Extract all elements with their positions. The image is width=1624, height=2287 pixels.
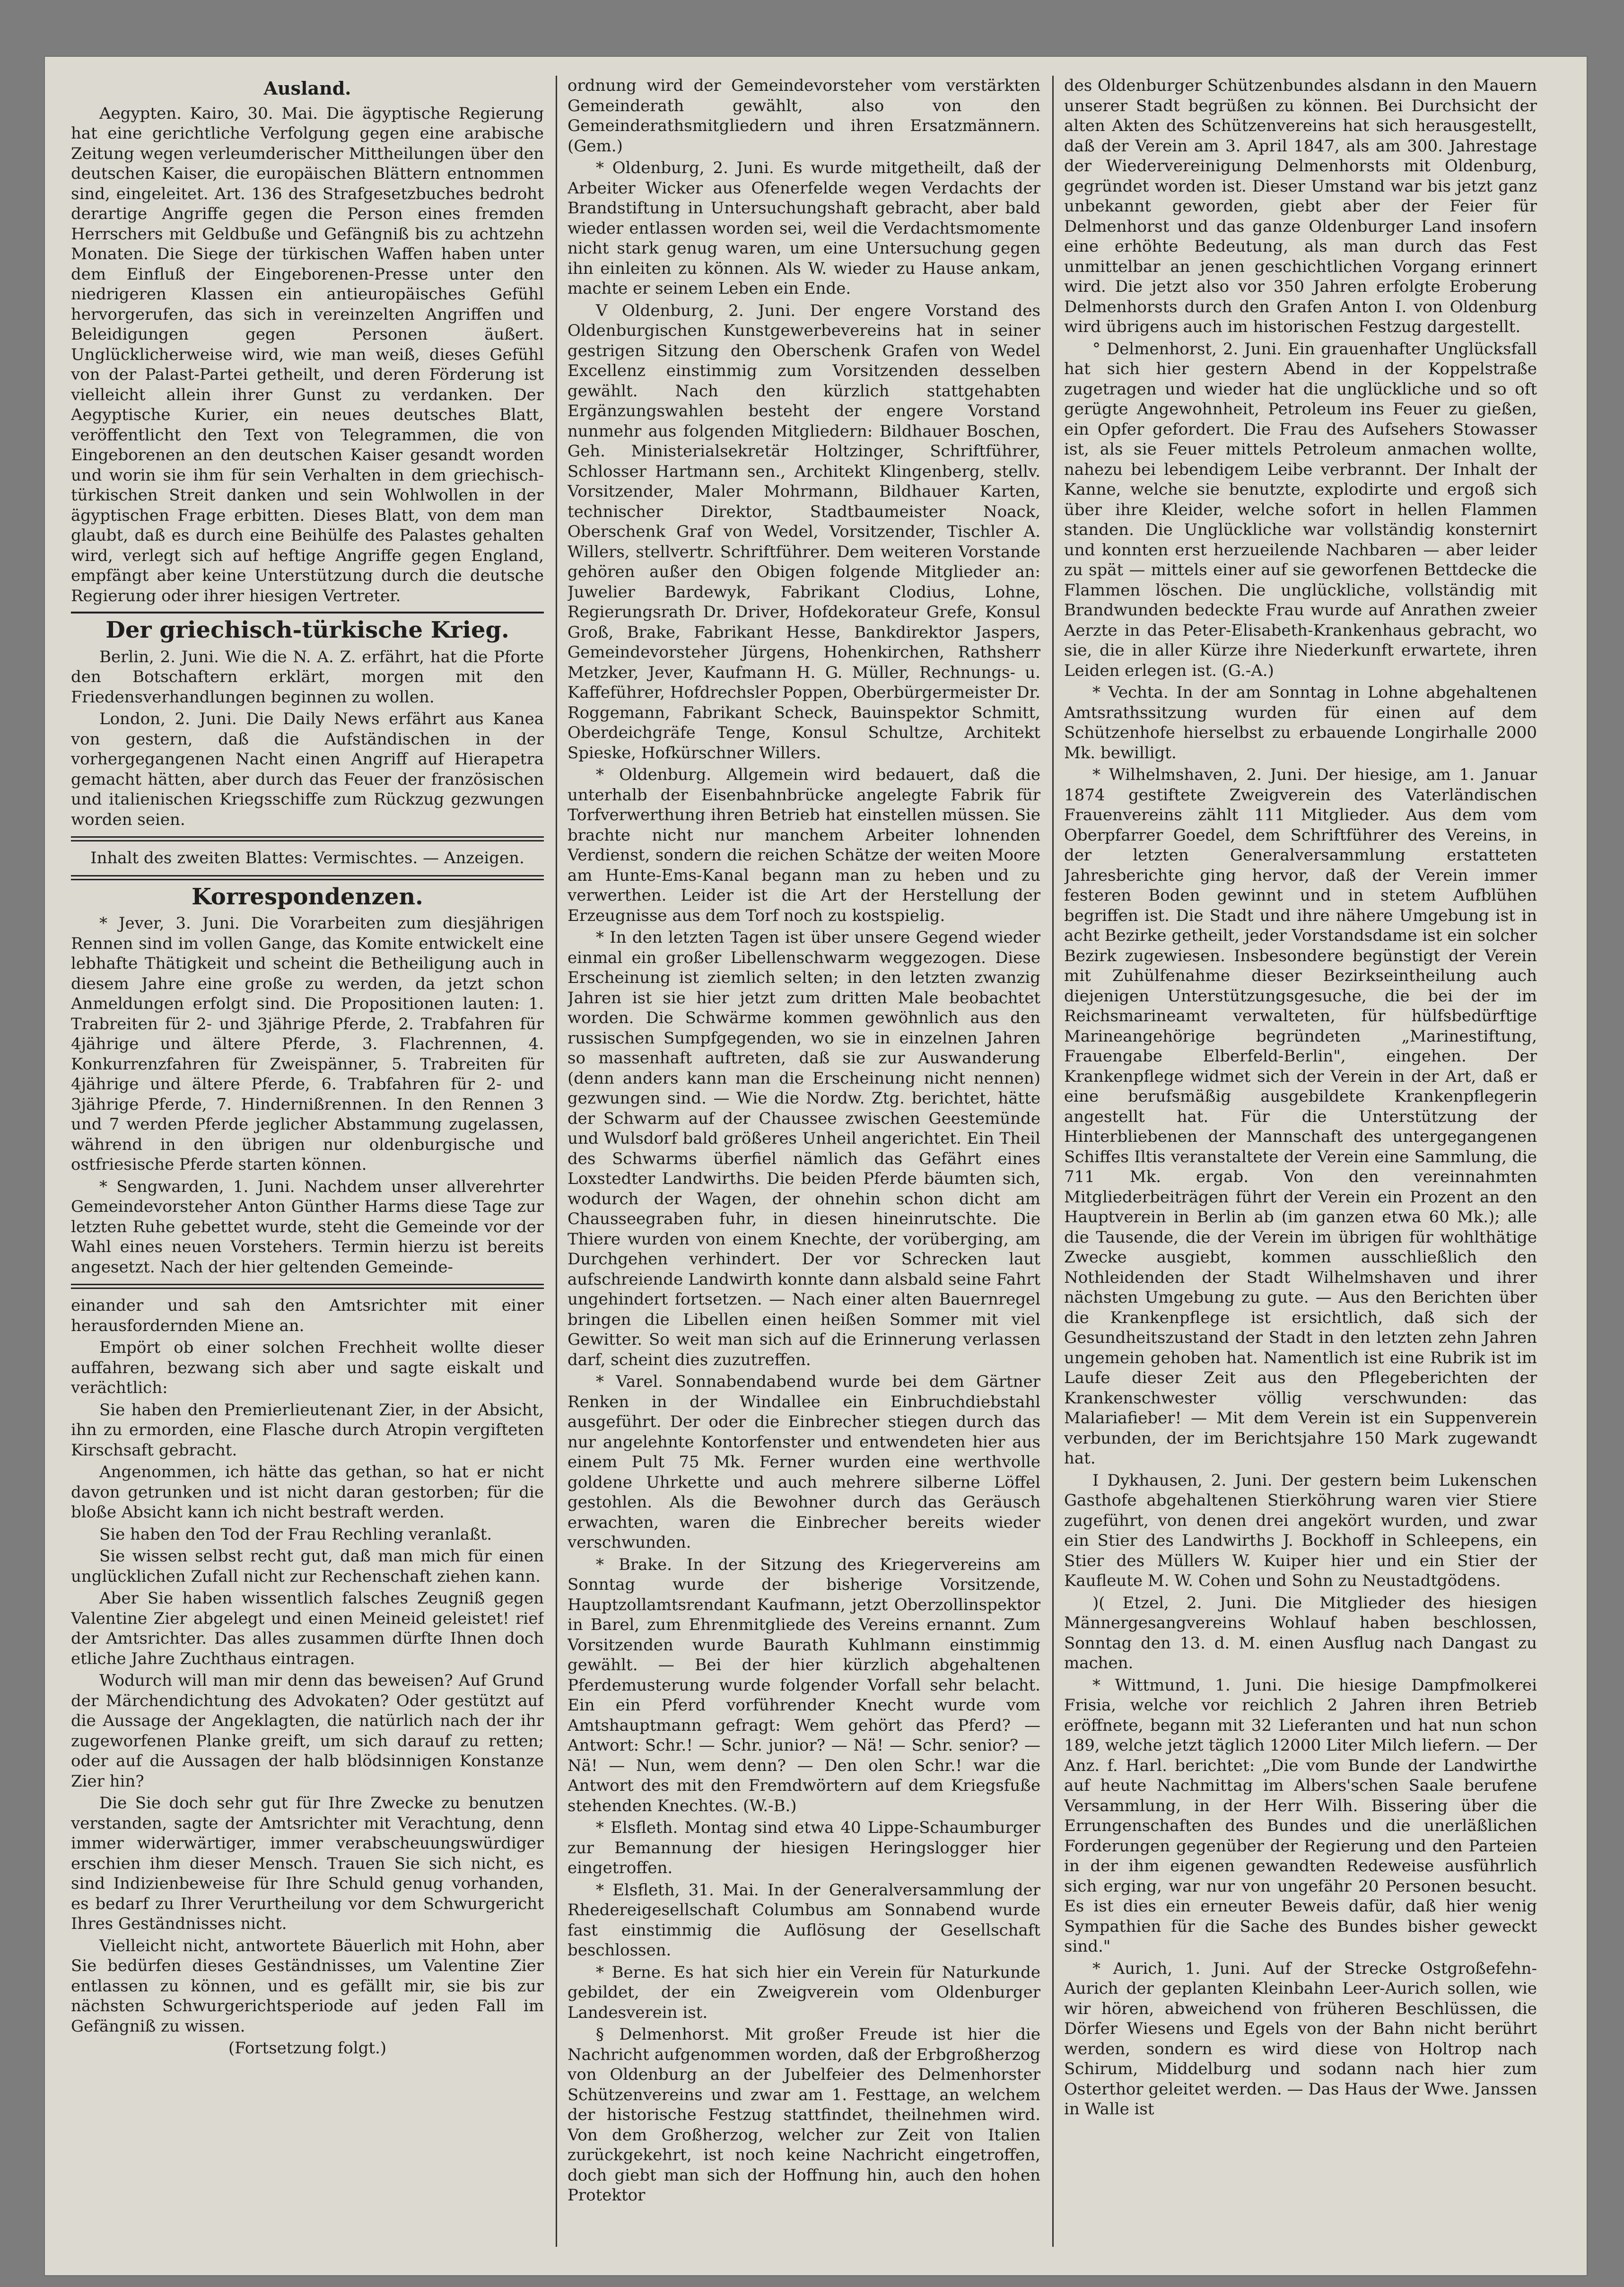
article-brake: * Brake. In der Sitzung des Kriegervereins am Sonntag wurde der bisherige Vorsitzende, Hauptzollamtsrendant Kaufmann, jetzt Oberzollinspektor in Barel, zum Ehrenmitgliede des Vereins ernannt. Zum Vorsitzenden wurde Baurath Kuhlmann einstimmig gewählt. — Bei der hier kürzlich abgehaltenen Pferdemusterung wurde folgender Vorfall sehr belacht. Ein ein Pferd vorführender Knecht wurde vom Amtshauptmann gefragt: Wem gehört das Pferd? — Antwort: Schr.! — Schr. junior? — Nä! — Schr. senior? — Nä! — Nun, wem denn? — Den olen Schr.! war die Antwort des mit den Fremdwörtern auf dem Kriegsfuße stehenden Knechtes. (W.-B.) xyxy=(568,1555,1040,1815)
column-2 xyxy=(568,76,1040,2247)
continuation-note: (Fortsetzung folgt.) xyxy=(228,2039,387,2058)
article-london: London, 2. Juni. Die Daily News erfährt aus Kanea von gestern, daß die Aufständischen in der vorhergegangenen Nacht einen Angriff auf Hierapetra gemacht hätten, aber durch das Feuer der französischen und italienischen Kriegsschiffe zum Rückzug gezwungen worden seien. xyxy=(71,710,544,829)
article-wilhelmshaven: * Wilhelmshaven, 2. Juni. Der hiesige, am 1. Januar 1874 gestiftete Zweigverein des Vaterländischen Frauenvereins zählt 111 Mitglieder. Aus dem vom Oberpfarrer Goedel, dem Schriftführer des Vereins, in der letzten Generalversammlung erstatteten Jahresberichte ging hervor, daß der Verein immer festeren Boden gewinnt und in stetem Aufblühen begriffen ist. Die Stadt und ihre nähere Umgebung ist in acht Bezirke getheilt, jeder Vorstandsdame ist ein solcher Bezirk zugewiesen. Insbesondere begünstigt der Verein mit Zuhülfenahme dieser Bezirkseintheilung auch diejenigen Unterstützungsgesuche, die bei der im Reichsmarineamt verwalteten, für hülfsbedürftige Marineangehörige begründeten „Marinestiftung, Frauengabe Elberfeld-Berlin", eingehen. Der Krankenpflege widmet sich der Verein in der Art, daß er eine berufsmäßig ausgebildete Krankenpflegerin angestellt hat. Für die Unterstützung der Hinterbliebenen der Mannschaft des untergegangenen Schiffes Iltis veranstaltete der Verein eine Sammlung, die 711 Mk. ergab. Von den vereinnahmten Mitgliederbeiträgen führt der Verein ein Prozent an den Hauptverein in Berlin ab (im ganzen etwa 60 Mk.); alle die Tausende, die der Verein im übrigen für wohlthätige Zwecke ausgiebt, kommen ausschließlich den Nothleidenden der Stadt Wilhelmshaven und ihrer nächsten Umgebung zu gute. — Aus den Berichten über die Krankenpflege ist ersichtlich, daß sich der Gesundheitszustand der Stadt in den letzten zehn Jahren ungemein gehoben hat. Namentlich ist eine Rubrik ist im Laufe dieser Zeit aus den Pflegeberichten der Krankenschwester völlig verschwunden: das Malariafieber! — Mit dem Verein ist ein Suppenverein verbunden, der im Berichtsjahre 150 Mark zugewandt hat. xyxy=(1064,765,1537,1468)
column-rule xyxy=(1052,76,1054,2247)
divider xyxy=(71,836,544,841)
article-aurich: * Aurich, 1. Juni. Auf der Strecke Ostgroßefehn-Aurich der geplanten Kleinbahn Leer-Aurich sollen, wie wir hören, abweichend von früheren Beschlüssen, die Dörfer Wiesens und Egels von der Bahn nicht berührt werden, sondern es wird diese von Holtrop nach Schirum, Middelburg und sodann nach hier zum Osterthor geleitet werden. — Das Haus der Wwe. Janssen in Walle ist xyxy=(1064,1959,1537,2119)
article-etzel: )( Etzel, 2. Juni. Die Mitglieder des hiesigen Männergesangvereins Wohlauf haben beschlossen, Sonntag den 13. d. M. einen Ausflug nach Dangast zu machen. xyxy=(1064,1593,1537,1673)
column-3 xyxy=(1064,76,1537,2247)
column-rule xyxy=(556,76,557,2247)
story-paragraph: Empört ob einer solchen Frechheit wollte dieser auffahren, bezwang sich aber und sagte eiskalt und verächtlich: xyxy=(71,1338,544,1397)
article-sengwarden: * Sengwarden, 1. Juni. Nachdem unser allverehrter Gemeindevorsteher Anton Günther Harms diese Tage zur letzten Ruhe gebettet wurde, steht die Gemeinde vor der Wahl eines neuen Vorstehers. Termin hierzu ist bereits angesetzt. Nach der hier geltenden Gemeinde- xyxy=(71,1177,544,1277)
article-vechta: * Vechta. In der am Sonntag in Lohne abgehaltenen Amtsrathssitzung wurden für einen auf dem Schützenhofe hierselbst zu erbauende Longirhalle 2000 Mk. bewilligt. xyxy=(1064,683,1537,762)
story-paragraph: einander und sah den Amtsrichter mit einer herausfordernden Miene an. xyxy=(71,1296,544,1335)
article-aegypten: Aegypten. Kairo, 30. Mai. Die ägyptische Regierung hat eine gerichtliche Verfolgung gegen eine arabische Zeitung wegen verleumderischer Mittheilungen über den deutschen Kaiser, die europäischen Blättern entnommen sind, eingeleitet. Art. 136 des Strafgesetzbuches bedroht derartige Angriffe gegen die Person eines fremden Herrschers mit Geldbuße und Gefängniß bis zu achtzehn Monaten. Die Siege der türkischen Waffen haben unter dem Einfluß der Eingeborenen-Presse unter den niedrigeren Klassen ein antieuropäisches Gefühl hervorgerufen, das sich in vereinzelten Angriffen und Beleidigungen gegen Personen äußert. Unglücklicherweise wird, wie man weiß, dieses Gefühl von der Palast-Partei getheilt, und deren Förderung ist vielleicht allein ihrer Gunst zu verdanken. Der Aegyptische Kurier, ein neues deutsches Blatt, veröffentlicht den Text von Telegrammen, die von Eingeborenen an den deutschen Kaiser gesandt worden und worin sie ihm für sein Verhalten in dem griechisch-türkischen Streit danken und sein Wohlwollen in der ägyptischen Frage erbitten. Dieses Blatt, von dem man glaubt, daß es durch eine Beihülfe des Palastes gehalten wird, verlegt sich auf heftige Angriffe gegen England, empfängt aber keine Unterstützung durch die deutsche Regierung oder ihrer hiesigen Vertreter. xyxy=(71,104,544,605)
newspaper-page xyxy=(45,57,1587,2275)
story-paragraph: Aber Sie haben wissentlich falsches Zeugniß gegen Valentine Zier abgelegt und einen Meineid geleistet! rief der Amtsrichter. Das alles zusammen dürfte Ihnen doch etliche Jahre Zuchthaus eintragen. xyxy=(71,1589,544,1668)
story-paragraph: Sie wissen selbst recht gut, daß man mich für einen unglücklichen Zufall nicht zur Rechenschaft ziehen kann. xyxy=(71,1547,544,1586)
article-paragraph: ordnung wird der Gemeindevorsteher vom verstärkten Gemeinderath gewählt, also von den Gemeinderathsmitgliedern und ihren Ersatzmännern. (Gem.) xyxy=(568,76,1040,156)
contents-note: Inhalt des zweiten Blattes: Vermischtes. — Anzeigen. xyxy=(90,849,524,867)
article-jever: * Jever, 3. Juni. Die Vorarbeiten zum diesjährigen Rennen sind im vollen Gange, das Komite entwickelt eine lebhafte Thätigkeit und scheint die Betheiligung auch in diesem Jahre eine große zu werden, da jetzt schon Anmeldungen erfolgt sind. Die Propositionen lauten: 1. Trabreiten für 2- und 3jährige Pferde, 2. Trabfahren für 4jährige und ältere Pferde, 3. Flachrennen, 4. Konkurrenzfahren für Zweispänner, 5. Trabreiten für 4jährige und ältere Pferde, 6. Trabfahren für 2- und 3jährige Pferde, 7. Hindernißrennen. In den Rennen 3 und 7 werden Pferde jeglicher Abstammung zugelassen, während in den übrigen nur oldenburgische und ostfriesische Pferde starten können. xyxy=(71,914,544,1174)
article-elsfleth-2: * Elsfleth, 31. Mai. In der Generalversammlung der Rhedereigesellschaft Columbus am Sonnabend wurde fast einstimmig die Auflösung der Gesellschaft beschlossen. xyxy=(568,1880,1040,1960)
story-paragraph: Angenommen, ich hätte das gethan, so hat er nicht davon getrunken und ist nicht daran gestorben; für die bloße Absicht kann ich nicht bestraft werden. xyxy=(71,1463,544,1522)
story-paragraph: Sie haben den Premierlieutenant Zier, in der Absicht, ihn zu ermorden, eine Flasche durch Atropin vergifteten Kirschsaft gebracht. xyxy=(71,1400,544,1460)
article-dykhausen: I Dykhausen, 2. Juni. Der gestern beim Lukenschen Gasthofe abgehaltenen Stierköhrung waren vier Stiere zugeführt, von denen drei angekört wurden, und zwar ein Stier des Landwirths J. Bockhoff in Schleepens, ein Stier des Müllers W. Kuiper hier und ein Stier der Kaufleute M. W. Cohen und Sohn zu Neustadtgödens. xyxy=(1064,1471,1537,1590)
article-berne: * Berne. Es hat sich hier ein Verein für Naturkunde gebildet, der ein Zweigverein vom Oldenburger Landesverein ist. xyxy=(568,1963,1040,2022)
section-heading-korrespondenzen: Korrespondenzen. xyxy=(192,883,423,910)
article-oldenburg-3: * Oldenburg. Allgemein wird bedauert, daß die unterhalb der Eisenbahnbrücke angelegte Fabrik für Torfverwerthung ihren Betrieb hat einstellen müssen. Sie brachte nicht nur manchem Arbeiter lohnenden Verdienst, sondern die reichen Schätze der weiten Moore am Hunte-Ems-Kanal begann man zu heben und zu verwerthen. Leider ist die Art der Herstellung der Erzeugnisse aus dem Torf noch zu kostspielig. xyxy=(568,765,1040,925)
article-varel: * Varel. Sonnabendabend wurde bei dem Gärtner Renken in der Windallee ein Einbruchdiebstahl ausgeführt. Der oder die Einbrecher stiegen durch das nur angelehnte Kontorfenster und entwendeten hier aus einem Pult 75 Mk. Ferner wurden eine werthvolle goldene Uhrkette und auch mehrere silberne Löffel gestohlen. Als die Bewohner durch das Geräusch erwachten, waren die Einbrecher bereits wieder verschwunden. xyxy=(568,1372,1040,1552)
article-berlin: Berlin, 2. Juni. Wie die N. A. Z. erfährt, hat die Pforte den Botschaftern erklärt, morgen mit den Friedensverhandlungen beginnen zu wollen. xyxy=(71,647,544,707)
section-heading-ausland: Ausland. xyxy=(263,78,351,99)
article-elsfleth-1: * Elsfleth. Montag sind etwa 40 Lippe-Schaumburger zur Bemannung der hiesigen Heringslogger hier eingetroffen. xyxy=(568,1818,1040,1877)
column-1 xyxy=(71,76,544,2247)
article-wittmund: * Wittmund, 1. Juni. Die hiesige Dampfmolkerei Frisia, welche vor reichlich 2 Jahren ihren Betrieb eröffnete, begann mit 32 Lieferanten und hat nun schon 189, welche jetzt täglich 12000 Liter Milch liefern. — Der Anz. f. Harl. berichtet: „Die vom Bunde der Landwirthe auf heute Nachmittag im Albers'schen Saale berufene Versammlung, in der Herr Wilh. Bissering über die Errungenschaften des Bundes und die unerläßlichen Forderungen gegenüber der Regierung und den Parteien in der ihm eigenen gewandten Redeweise ausführlich sich erging, war nur von ungefähr 20 Personen besucht. Es ist dies ein erneuter Beweis dafür, daß hier wenig Sympathien für die Sache des Bundes bisher geweckt sind." xyxy=(1064,1675,1537,1956)
divider xyxy=(71,875,544,880)
story-paragraph: Wodurch will man mir denn das beweisen? Auf Grund der Märchendichtung des Advokaten? Oder gestützt auf die Aussage der Angeklagten, die natürlich nach der ihr zugeworfenen Planke greift, um sich darauf zu retten; oder auf die Aussagen der halb blödsinnigen Konstanze Zier hin? xyxy=(71,1671,544,1791)
story-paragraph: Sie haben den Tod der Frau Rechling veranlaßt. xyxy=(99,1525,492,1544)
article-delmenhorst-2: ° Delmenhorst, 2. Juni. Ein grauenhafter Unglücksfall hat sich hier gestern Abend in der Koppelstraße zugetragen und wieder hat die unglückliche und so oft gerügte Angewohnheit, Petroleum ins Feuer zu gießen, ein Opfer gefordert. Die Frau des Aufsehers Stowasser ist, als sie Feuer mittels Petroleum anmachen wollte, nahezu bei lebendigem Leibe verbrannt. Der Inhalt der Kanne, welche sie benutzte, explodirte und ergoß sich über ihre Kleider, welche sofort in hellen Flammen standen. Die Unglückliche war vollständig konsternirt und konnten erst herzueilende Nachbaren — aber leider zu spät — mittels einer auf sie geworfenen Bettdecke die Flammen löschen. Die unglückliche, vollständig mit Brandwunden bedeckte Frau wurde auf Anrathen zweier Aerzte in das Peter-Elisabeth-Krankenhaus gebracht, wo sie, die in aller Kürze ihre Niederkunft erwartete, ihren Leiden erlegen ist. (G.-A.) xyxy=(1064,339,1537,680)
story-paragraph: Vielleicht nicht, antwortete Bäuerlich mit Hohn, aber Sie bedürfen dieses Geständnisses, um Valentine Zier entlassen zu können, und es gefällt mir, sie bis zur nächsten Schwurgerichtsperiode auf jeden Fall im Gefängniß zu wissen. xyxy=(71,1936,544,2036)
section-heading-krieg: Der griechisch-türkische Krieg. xyxy=(105,617,509,643)
article-oldenburg-2: V Oldenburg, 2. Juni. Der engere Vorstand des Oldenburgischen Kunstgewerbevereins hat in seiner gestrigen Sitzung den Oberschenk Grafen von Wedel Excellenz einstimmig zum Vorsitzenden desselben gewählt. Nach den kürzlich stattgehabten Ergänzungswahlen besteht der engere Vorstand nunmehr aus folgenden Mitgliedern: Bildhauer Boschen, Geh. Ministerialsekretär Holtzinger, Schriftführer, Schlosser Hartmann sen., Architekt Klingenberg, stellv. Vorsitzender, Maler Mohrmann, Bildhauer Karten, technischer Direktor, Stadtbaumeister Noack, Oberschenk Graf von Wedel, Vorsitzender, Tischler A. Willers, stellvertr. Schriftführer. Dem weiteren Vorstande gehören außer den Obigen folgende Mitglieder an: Juwelier Bardewyk, Fabrikant Clodius, Lohne, Regierungsrath Dr. Driver, Hofdekorateur Grefe, Konsul Groß, Brake, Fabrikant Hesse, Bankdirektor Jaspers, Gemeindevorsteher Jürgens, Hohenkirchen, Rathsherr Metzker, Jever, Kaufmann H. G. Müller, Rechnungs- u. Kaffeführer, Hofdrechsler Poppen, Oberbürgermeister Dr. Roggemann, Fabrikant Scheck, Bauinspektor Schmitt, Oberdeichgräfe Tenge, Konsul Schultze, Architekt Spieske, Hofkürschner Willers. xyxy=(568,301,1040,762)
article-oldenburg-1: * Oldenburg, 2. Juni. Es wurde mitgetheilt, daß der Arbeiter Wicker aus Ofenerfelde wegen Verdachts der Brandstiftung in Untersuchungshaft gebracht, aber bald wieder entlassen worden sei, weil die Verdachtsmomente nicht stark genug waren, um eine Untersuchung gegen ihn einleiten zu können. Als W. wieder zu Hause ankam, machte er seinem Leben ein Ende. xyxy=(568,158,1040,298)
divider xyxy=(71,612,544,613)
article-delmenhorst-1: § Delmenhorst. Mit großer Freude ist hier die Nachricht aufgenommen worden, daß der Erbgroßherzog von Oldenburg an der Jubelfeier des Delmenhorster Schützenvereins und zwar am 1. Festtage, an welchem der historische Festzug stattfindet, theilnehmen wird. Von dem Großherzog, welcher zur Zeit von Italien zurückgekehrt, ist noch keine Nachricht eingetroffen, doch giebt man sich der Hoffnung hin, auch den hohen Protektor xyxy=(568,2025,1040,2205)
story-paragraph: Die Sie doch sehr gut für Ihre Zwecke zu benutzen verstanden, sagte der Amtsrichter mit Verachtung, denn immer widerwärtiger, immer verabscheuungswürdiger erschien ihm dieser Mensch. Trauen Sie sich nicht, es sind Indizienbeweise für Ihre Schuld genug vorhanden, es bedarf zu Ihrer Verurtheilung vor dem Schwurgericht Ihres Geständnisses nicht. xyxy=(71,1794,544,1933)
feuilleton-divider xyxy=(71,1284,544,1289)
article-libellenschwarm: * In den letzten Tagen ist über unsere Gegend wieder einmal ein großer Libellenschwarm weggezogen. Diese Erscheinung ist ziemlich selten; in den letzten zwanzig Jahren ist sie hier jetzt zum dritten Male beobachtet worden. Die Schwärme kommen gewöhnlich aus den russischen Sumpfgegenden, wo sie in einzelnen Jahren so massenhaft auftreten, daß sie zur Auswanderung (denn anders kann man die Erscheinung nicht nennen) gezwungen sind. — Wie die Nordw. Ztg. berichtet, hätte der Schwarm auf der Chaussee zwischen Geestemünde und Wulsdorf bald größeres Unheil angerichtet. Ein Theil des Schwarms überfiel nämlich das Gefährt eines Loxstedter Landwirths. Die beiden Pferde bäumten sich, wodurch der Wagen, der ohnehin schon dicht am Chausseegraben fuhr, in diesen hineinrutschte. Die Thiere wurden von einem Knechte, der vorüberging, am Durchgehen verhindert. Der vor Schrecken laut aufschreiende Landwirth konnte dann alsbald seine Fahrt ungehindert fortsetzen. — Nach einer alten Bauernregel bringen die Libellen einen heißen Sommer mit viel Gewitter. So weit man sich auf die Erinnerung verlassen darf, scheint dies zuzutreffen. xyxy=(568,928,1040,1369)
article-paragraph: des Oldenburger Schützenbundes alsdann in den Mauern unserer Stadt begrüßen zu können. Bei Durchsicht der alten Akten des Schützenvereins hat sich herausgestellt, daß der Verein am 3. April 1847, als am 300. Jahrestage der Wiedervereinigung Delmenhorsts mit Oldenburg, gegründet worden ist. Dieser Umstand war bis jetzt ganz unbekannt geworden, giebt aber der Feier für Delmenhorst und das ganze Oldenburger Land insofern eine erhöhte Bedeutung, als man durch das Fest unmittelbar an jenen geschichtlichen Vorgang erinnert wird. Die jetzt also vor 350 Jahren erfolgte Eroberung Delmenhorsts durch den Grafen Anton I. von Oldenburg wird übrigens auch im historischen Festzug dargestellt. xyxy=(1064,76,1537,336)
